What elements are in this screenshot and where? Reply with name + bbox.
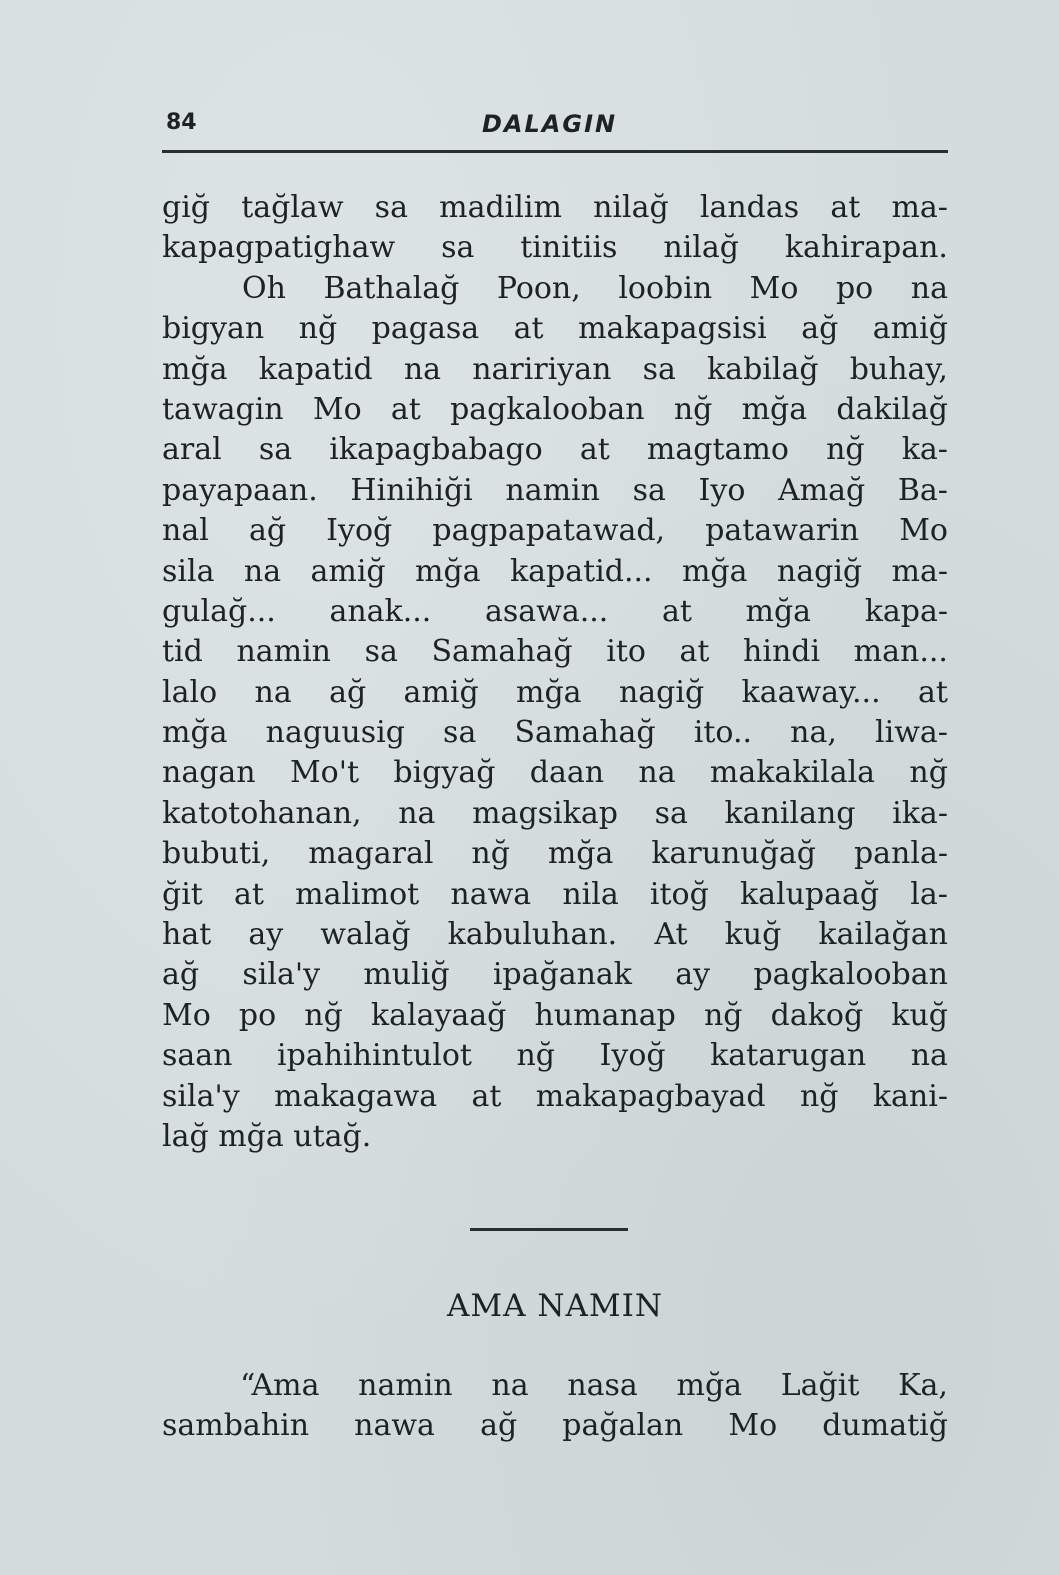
word: ağ: [248, 513, 287, 549]
word: nal: [162, 513, 209, 549]
word: ma-: [891, 190, 948, 225]
word: ay: [675, 957, 711, 993]
text-line: [162, 552, 948, 592]
word: kaaway...: [741, 674, 881, 710]
word: naririyan: [472, 351, 612, 387]
word: ağ: [480, 1408, 518, 1444]
word: ka-: [901, 432, 948, 468]
word: kapagpatighaw: [162, 230, 396, 266]
word: bigyağ: [393, 755, 496, 791]
word: Mo: [162, 997, 211, 1033]
word: karunuğağ: [651, 836, 816, 872]
word: nagiğ: [776, 553, 863, 589]
word: ğit: [162, 876, 203, 912]
word: naguusig: [265, 715, 405, 751]
text-line: [162, 309, 948, 349]
text-line: [162, 1366, 948, 1406]
page-header: [162, 106, 948, 146]
word: nagiğ: [618, 674, 705, 710]
word: at: [234, 876, 264, 912]
word: Hinihiği: [350, 472, 473, 508]
word: la-: [910, 876, 948, 912]
word: sa: [364, 634, 398, 670]
word: aral: [162, 432, 222, 468]
word: sila: [162, 553, 215, 589]
text-line: [162, 875, 948, 915]
text-line: [162, 753, 948, 793]
word: ay: [248, 917, 284, 953]
word: Iyoğ: [326, 513, 393, 549]
word: na: [243, 553, 282, 589]
text-line: [162, 632, 948, 672]
word: sambahin: [162, 1408, 310, 1444]
word: at: [471, 1078, 502, 1114]
word: sila'y: [162, 1078, 240, 1114]
word: pağalan: [562, 1408, 684, 1444]
word: dakoğ: [770, 997, 864, 1033]
word: ağ: [162, 957, 200, 993]
word: kailağan: [818, 917, 948, 953]
word: namin: [505, 472, 600, 508]
word: lağ mğa utağ.: [162, 1118, 372, 1154]
word: liwa-: [875, 715, 948, 751]
text-line: [162, 955, 948, 995]
text-line: [162, 228, 948, 268]
word: na: [254, 674, 292, 710]
word: payapaan.: [162, 472, 318, 508]
word: tid: [162, 634, 203, 670]
page-number: 84: [166, 110, 197, 135]
word: lalo: [162, 674, 218, 710]
word: Mo: [728, 1408, 778, 1444]
word: Lağit: [780, 1368, 860, 1403]
word: giğ: [162, 190, 211, 225]
word: Ba-: [897, 472, 948, 508]
text-line: [162, 511, 948, 551]
word: namin: [236, 634, 332, 670]
word: amiğ: [872, 311, 948, 347]
word: buhay,: [849, 351, 948, 387]
word: sila'y: [242, 957, 321, 993]
word: mğa: [162, 715, 228, 751]
word: nagan: [162, 755, 256, 791]
word: makapagsisi: [578, 311, 767, 347]
word: kapa-: [864, 593, 948, 629]
word: tinitiis: [520, 230, 618, 266]
word: asawa...: [484, 593, 609, 629]
word: nawa: [354, 1408, 435, 1444]
word: ağ: [801, 311, 839, 347]
word: katotohanan,: [162, 795, 362, 831]
word: nğ: [909, 755, 948, 791]
word: ipağanak: [492, 957, 632, 993]
text-line: [162, 794, 948, 834]
word: magsikap: [472, 795, 618, 831]
word: magaral: [308, 836, 434, 872]
text-line: [162, 1036, 948, 1076]
word: daan: [529, 755, 605, 791]
word: Iyoğ: [599, 1038, 666, 1074]
word: muliğ: [363, 957, 450, 993]
section-separator: [470, 1228, 628, 1231]
word: namin: [358, 1368, 453, 1403]
word: amiğ: [310, 553, 386, 589]
text-line: [162, 1406, 948, 1446]
word: “Ama: [240, 1368, 320, 1403]
word: nila: [562, 876, 619, 912]
text-line: [162, 269, 948, 309]
word: kuğ: [891, 997, 948, 1033]
text-line: [162, 430, 948, 470]
word: Oh: [242, 270, 286, 306]
word: at: [390, 391, 421, 427]
word: nğ: [516, 1038, 555, 1074]
text-line: [162, 996, 948, 1036]
word: mğa: [547, 836, 614, 872]
word: anak...: [329, 593, 432, 629]
word: ikapagbabago: [329, 432, 543, 468]
word: sa: [374, 190, 408, 225]
word: saan: [162, 1038, 233, 1074]
word: loobin: [618, 270, 713, 306]
word: ito: [606, 634, 646, 670]
word: po: [238, 997, 277, 1033]
word: nilağ: [593, 190, 669, 225]
word: makakilala: [709, 755, 876, 791]
word: na: [491, 1368, 529, 1403]
word: katarugan: [710, 1038, 867, 1074]
text-line: [162, 592, 948, 632]
word: magtamo: [646, 432, 789, 468]
word: kapatid: [258, 351, 373, 387]
word: na: [638, 755, 676, 791]
word: nğ: [471, 836, 510, 872]
word: at: [830, 190, 861, 225]
word: dumatiğ: [822, 1408, 948, 1444]
word: nawa: [450, 876, 532, 912]
word: kuğ: [724, 917, 782, 953]
word: kabuluhan.: [447, 917, 618, 953]
word: ma-: [891, 553, 948, 589]
word: Ka,: [898, 1368, 948, 1403]
word: bigyan: [162, 311, 265, 347]
body-paragraphs: [162, 188, 948, 1157]
word: na: [398, 795, 436, 831]
word: tawagin: [162, 391, 284, 427]
word: makagawa: [274, 1078, 438, 1114]
word: Mo: [312, 391, 362, 427]
word: mğa: [162, 351, 228, 387]
word: at: [679, 634, 710, 670]
word: na: [910, 270, 948, 306]
word: tağlaw: [241, 190, 344, 225]
word: na,: [790, 715, 837, 751]
word: ito..: [693, 715, 753, 751]
word: kahirapan.: [784, 230, 948, 266]
word: mğa: [415, 553, 481, 589]
word: kanilang: [724, 795, 856, 831]
word: at: [661, 593, 692, 629]
word: Samahağ: [514, 715, 656, 751]
word: po: [835, 270, 874, 306]
word: at: [513, 311, 544, 347]
word: at: [579, 432, 610, 468]
word: itoğ: [649, 876, 709, 912]
word: na: [910, 1038, 948, 1074]
word: ika-: [892, 795, 948, 831]
word: At: [654, 917, 688, 953]
word: Iyo: [698, 472, 746, 508]
header-rule: [162, 150, 948, 153]
word: kalupaağ: [739, 876, 880, 912]
word: walağ: [320, 917, 411, 953]
word: sa: [258, 432, 293, 468]
word: patawarin: [705, 513, 860, 549]
word: nğ: [826, 432, 865, 468]
word: kabilağ: [707, 351, 819, 387]
running-title: DALAGIN: [482, 110, 618, 138]
word: sa: [654, 795, 688, 831]
word: ipahihintulot: [277, 1038, 472, 1074]
word: Poon,: [496, 270, 581, 306]
word: mğa: [741, 391, 808, 427]
word: makapagbayad: [535, 1078, 766, 1114]
word: nğ: [304, 997, 343, 1033]
word: Mo: [899, 513, 948, 549]
word: kapatid...: [509, 553, 653, 589]
word: landas: [699, 190, 800, 225]
word: sa: [441, 230, 475, 266]
word: nğ: [703, 997, 743, 1033]
word: mğa: [516, 674, 582, 710]
word: nğ: [799, 1078, 839, 1114]
word: kani-: [872, 1078, 948, 1114]
word: pagkalooban: [450, 391, 645, 427]
word: mğa: [681, 553, 748, 589]
word: nğ: [298, 311, 338, 347]
word: ağ: [329, 674, 367, 710]
word: at: [917, 674, 948, 710]
word: malimot: [295, 876, 420, 912]
word: amiğ: [403, 674, 479, 710]
word: bubuti,: [162, 836, 271, 872]
text-line: [162, 188, 948, 228]
word: kalayaağ: [370, 997, 507, 1033]
text-line: [162, 1117, 948, 1157]
word: sa: [443, 715, 477, 751]
word: gulağ...: [162, 593, 276, 629]
word: sa: [642, 351, 676, 387]
word: man...: [853, 634, 948, 670]
word: pagasa: [371, 311, 480, 347]
word: panla-: [853, 836, 948, 872]
word: na: [403, 351, 442, 387]
word: Amağ: [778, 472, 866, 508]
word: madilim: [439, 190, 562, 225]
word: mğa: [745, 593, 812, 629]
text-line: [162, 1077, 948, 1117]
word: hat: [162, 917, 212, 953]
word: nasa: [567, 1368, 638, 1403]
text-line: [162, 350, 948, 390]
word: pagpapatawad,: [432, 513, 666, 549]
word: Mo't: [289, 755, 360, 791]
text-line: [162, 834, 948, 874]
word: dakilağ: [836, 391, 948, 427]
word: Samahağ: [431, 634, 573, 670]
text-line: [162, 915, 948, 955]
prayer-text: [162, 1366, 948, 1447]
text-line: [162, 471, 948, 511]
word: humanap: [534, 997, 676, 1033]
word: nğ: [673, 391, 713, 427]
word: sa: [632, 472, 666, 508]
text-line: [162, 673, 948, 713]
word: Bathalağ: [323, 270, 460, 306]
word: hindi: [743, 634, 821, 670]
word: mğa: [676, 1368, 743, 1403]
word: nilağ: [663, 230, 739, 266]
text-line: [162, 390, 948, 430]
word: Mo: [749, 270, 799, 306]
section-heading: AMA NAMIN: [447, 1288, 663, 1324]
text-line: [162, 713, 948, 753]
word: pagkalooban: [753, 957, 948, 993]
